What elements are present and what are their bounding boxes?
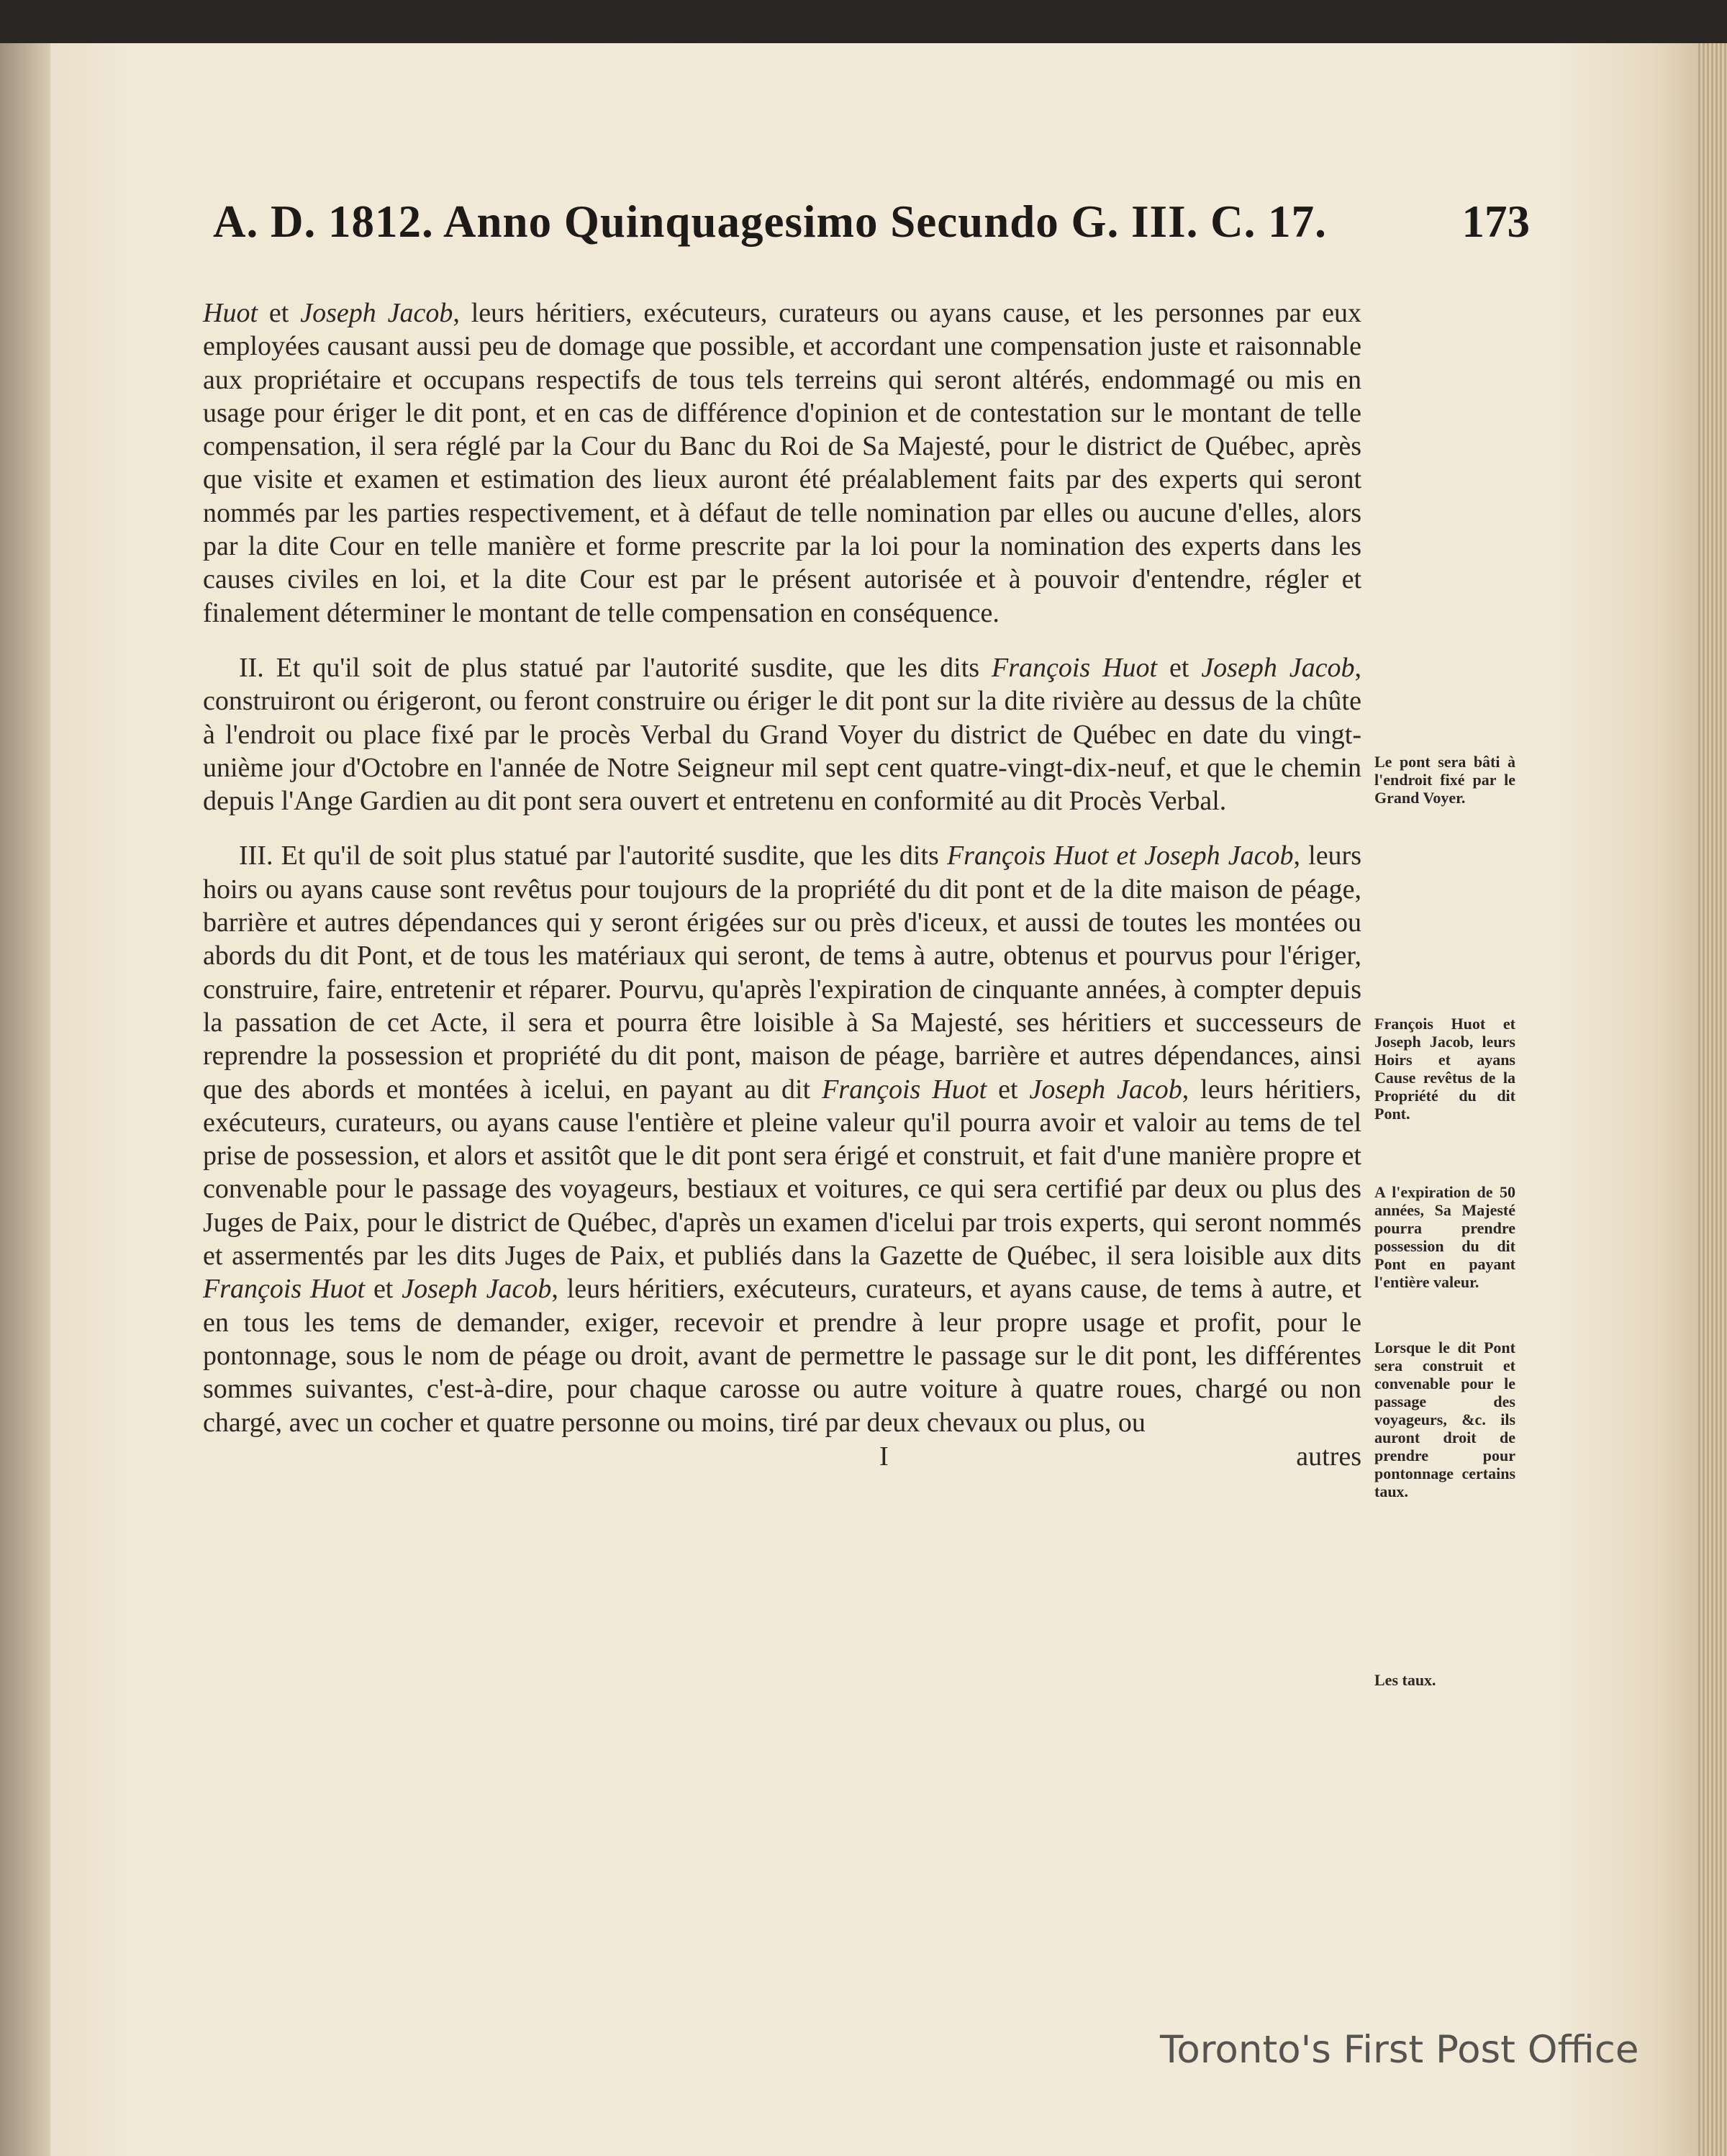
paragraph-text: III. Et qu'il de soit plus statué par l'autorité susdite, que les dits <box>239 841 947 871</box>
person-name: Joseph Jacob <box>1029 1074 1182 1105</box>
margin-note: Lorsque le dit Pont sera construit et convenable pour le passage des voyageurs, &c. ils auront droit de prendre pour pontonnage certains taux. <box>1374 1339 1515 1500</box>
section-iii <box>203 839 1361 1439</box>
paragraph-continuation <box>203 296 1361 630</box>
paragraph-text: et <box>1157 652 1202 683</box>
page-footer-line <box>203 1442 1361 1471</box>
watermark: Toronto's First Post Office <box>1160 2028 1639 2072</box>
person-name: François Huot et Joseph Jacob <box>946 841 1294 871</box>
paragraph-text: , leurs héritiers, exécuteurs, curateurs ou ayans cause, et les personnes par eux employées causant aussi peu de domage que possible, et accordant une compensation juste et raisonnable aux propriétaire et occupans respectifs de tous tels terreins qui seront altérés, endommagé ou mis en usage pour ériger le dit pont, et en cas de différence d'opinion et de contestation sur le montant de telle compensation, il sera réglé par la Cour du Banc du Roi de Sa Majesté, pour le district de Québec, après que visite et examen et estimation des lieux auront été préalablement faits par des experts qui seront nommés par les parties respectivement, et à défaut de telle nomination par elles ou aucune d'elles, alors par la dite Cour en telle manière et forme prescrite par la loi pour la nomination des experts dans les causes civiles en loi, et la dite Cour est par le présent autorisée et à pouvoir d'entendre, régler et finalement déterminer le montant de telle compensation en conséquence. <box>203 298 1361 628</box>
catchword: autres <box>1296 1441 1361 1472</box>
paragraph-text: , construiront ou érigeront, ou feront construire ou ériger le dit pont sur la dite rivière au dessus de la chûte à l'endroit ou place fixé par le procès Verbal du Grand Voyer du district de Québec en date du vingt-unième jour d'Octobre en l'année de Notre Seigneur mil sept cent quatre-vingt-dix-neuf, et que le chemin depuis l'Ange Gardien au dit pont sera ouvert et entretenu en conformité au dit Procès Verbal. <box>203 652 1361 817</box>
margin-note: Le pont sera bâti à l'endroit fixé par le Grand Voyer. <box>1374 753 1515 807</box>
paragraph-text: et <box>365 1274 402 1305</box>
paragraph-text: , leurs hoirs ou ayans cause sont revêtus pour toujours de la propriété du dit pont et de la dite maison de péage, barrière et autres dépendances qui y seront érigées sur ou près d'iceux, et aussi de toutes les montées ou abords du dit Pont, et de tous les matériaux qui seront, de tems à autre, obtenus et pourvus pour l'ériger, construire, faire, entretenir et réparer. Pourvu, qu'après l'expiration de cinquante années, à compter depuis la passation de cet Acte, il sera et pourra être loisible à Sa Majesté, ses héritiers et successeurs de reprendre la possession et propriété du dit pont, maison de péage, barrière et autres dépendances, ainsi que des abords et montées à icelui, en payant au dit <box>203 841 1362 1105</box>
book-gutter <box>0 43 50 2156</box>
person-name: Joseph Jacob <box>300 298 453 328</box>
margin-note: François Huot et Joseph Jacob, leurs Hoirs et ayans Cause revêtus de la Propriété du dit Pont. <box>1374 1015 1515 1123</box>
paragraph-text: et <box>987 1074 1030 1105</box>
person-name: François Huot <box>203 1274 366 1305</box>
paragraph-text: II. Et qu'il soit de plus statué par l'autorité susdite, que les dits <box>239 652 992 683</box>
margin-note: Les taux. <box>1374 1671 1436 1689</box>
margin-note: A l'expiration de 50 années, Sa Majesté pourra prendre possession du dit Pont en payant l'entière valeur. <box>1374 1183 1515 1291</box>
person-name: Huot <box>203 298 258 328</box>
signature-mark: I <box>879 1441 889 1472</box>
person-name: François Huot <box>991 652 1158 683</box>
paragraph-text: , leurs héritiers, exécuteurs, curateurs, et ayans cause, de tems à autre, et en tous les tems de demander, exiger, recevoir et prendre à leur propre usage et profit, pour le pontonnage, sous le nom de péage ou droit, avant de permettre le passage sur le dit pont, les différentes sommes suivantes, c'est-à-dire, pour chaque carosse ou autre voiture à quatre roues, chargé ou non chargé, avec un cocher et quatre personne ou moins, tiré par deux chevaux ou plus, ou <box>203 1274 1361 1438</box>
person-name: Joseph Jacob <box>402 1274 552 1305</box>
page-number: 173 <box>1461 196 1530 247</box>
page-body <box>203 296 1361 1471</box>
paragraph-text: et <box>258 298 301 328</box>
running-header <box>213 196 1530 253</box>
page-edges <box>1698 43 1727 2156</box>
section-ii <box>203 651 1361 817</box>
paragraph-text: , leurs héritiers, exécuteurs, curateurs, ou ayans cause l'entière et pleine valeur qu'il pourra avoir et valoir au tems de tel prise de possession, et alors et assitôt que le dit pont sera érigé et construit, et fait d'une manière propre et convenable pour le passage des voyageurs, bestiaux et voitures, ce qui sera certifié par deux ou plus des Juges de Paix, pour le district de Québec, d'après un examen d'icelui par trois experts, qui seront nommés et assermentés par les dits Juges de Paix, et publiés dans la Gazette de Québec, il sera loisible aux dits <box>203 1074 1361 1272</box>
person-name: François Huot <box>822 1074 987 1105</box>
running-title: A. D. 1812. Anno Quinquagesimo Secundo G. III. C. 17. <box>213 196 1327 247</box>
person-name: Joseph Jacob <box>1201 652 1355 683</box>
